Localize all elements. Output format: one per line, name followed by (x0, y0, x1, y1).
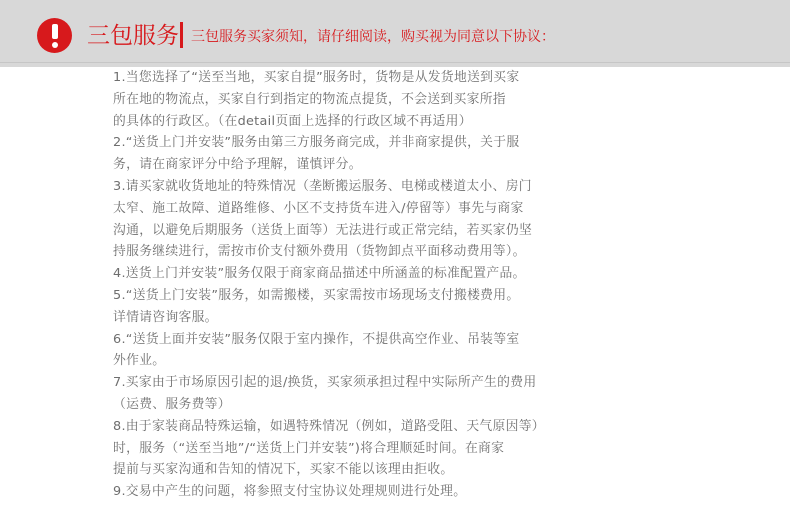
terms-line: 太窄、施工故障、道路维修、小区不支持货车进入/停留等）事先与商家 (113, 200, 524, 216)
terms-line: 所在地的物流点，买家自行到指定的物流点提货，不会送到买家所指 (113, 91, 506, 107)
exclamation-icon (37, 18, 72, 53)
title-divider (180, 22, 183, 48)
header-divider (0, 62, 790, 63)
terms-line: 2.“送货上门并安装”服务由第三方服务商完成，并非商家提供，关于服 (113, 135, 520, 151)
terms-line: 的具体的行政区。（在detail页面上选择的行政区域不再适用） (113, 113, 472, 129)
terms-line: 提前与买家沟通和告知的情况下，买家不能以该理由拒收。 (113, 462, 454, 478)
terms-line: （运费、服务费等） (113, 396, 231, 412)
page-title: 三包服务 (87, 23, 179, 49)
terms-line: 务，请在商家评分中给予理解，谨慎评分。 (113, 157, 362, 173)
terms-text-block (113, 67, 683, 503)
terms-line: 7.买家由于市场原因引起的退/换货，买家须承担过程中实际所产生的费用 (113, 375, 537, 391)
terms-line: 外作业。 (113, 353, 166, 369)
terms-line: 3.请买家就收货地址的特殊情况（垄断搬运服务、电梯或楼道太小、房门 (113, 178, 532, 194)
terms-line: 沟通，以避免后期服务（送货上面等）无法进行或正常完结，若买家仍坚 (113, 222, 533, 238)
terms-line: 详情请咨询客服。 (113, 309, 218, 325)
exclamation-dot (52, 42, 58, 48)
terms-line: 9.交易中产生的问题，将参照支付宝协议处理规则进行处理。 (113, 484, 467, 500)
terms-line: 6.“送货上面并安装”服务仅限于室内操作，不提供高空作业、吊装等室 (113, 331, 520, 347)
terms-line: 时，服务（“送至当地”/“送货上门并安装”)将合理顺延时间。在商家 (113, 440, 505, 456)
header-bar (0, 0, 790, 67)
terms-line: 5.“送货上门安装”服务，如需搬楼，买家需按市场现场支付搬楼费用。 (113, 287, 520, 303)
exclamation-bar (52, 24, 58, 39)
terms-line: 1.当您选择了“送至当地，买家自提”服务时，货物是从发货地送到买家 (113, 70, 520, 85)
terms-line: 持服务继续进行，需按市价支付额外费用（货物卸点平面移动费用等）。 (113, 244, 526, 260)
terms-line: 8.由于家装商品特殊运输，如遇特殊情况（例如，道路受阻、天气原因等） (113, 418, 545, 434)
terms-line: 4.送货上门并安装”服务仅限于商家商品描述中所涵盖的标准配置产品。 (113, 266, 526, 282)
page-subtitle: 三包服务买家须知，请仔细阅读，购买视为同意以下协议： (191, 29, 555, 45)
